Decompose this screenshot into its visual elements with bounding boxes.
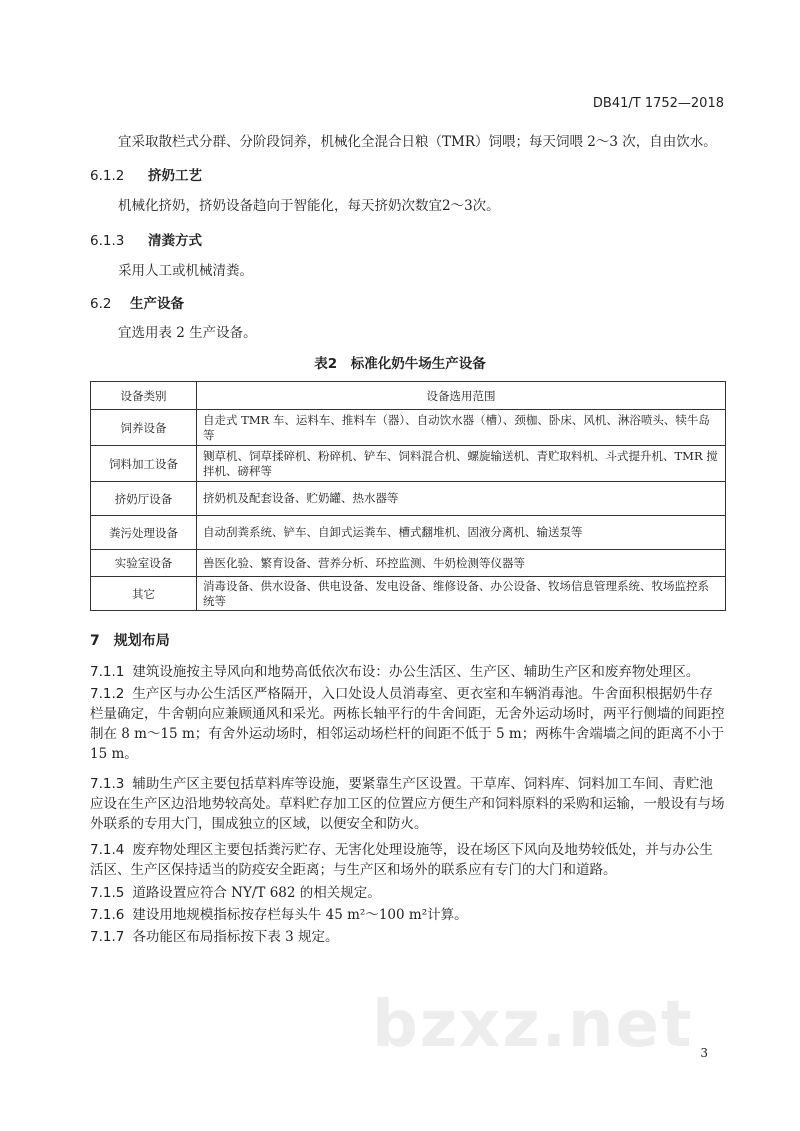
document-code: DB41/T 1752—2018 — [592, 96, 724, 111]
clause-7-1-1 — [90, 662, 726, 682]
table-row — [91, 446, 726, 482]
section-number: 6.2 — [90, 296, 112, 312]
clause-7-1-4 — [90, 840, 726, 880]
section-number: 6.1.3 — [90, 233, 125, 249]
watermark: bzxz.net — [372, 988, 694, 1062]
category-cell: 粪污处理设备 — [91, 516, 197, 550]
section-body: 机械化挤奶，挤奶设备趋向于智能化，每天挤奶次数宜2～3次。 — [118, 198, 500, 214]
equipment-cell: 铡草机、饲草揉碎机、粉碎机、铲车、饲料混合机、螺旋输送机、青贮取料机、斗式提升机、TMR 搅拌机、磅秤等 — [197, 446, 726, 482]
column-header-equipment: 设备选用范围 — [197, 382, 726, 410]
table-row — [91, 482, 726, 516]
clause-number: 7.1.7 — [90, 929, 125, 945]
category-cell: 饲养设备 — [91, 410, 197, 446]
clause-text: 生产区与办公生活区严格隔开，入口处设人员消毒室、更衣室和车辆消毒池。牛舍面积根据奶牛存栏量确定，牛舍朝向应兼顾通风和采光。两栋长轴平行的牛舍间距，无舍外运动场时，两平行侧墙的间距控制在 8 m～15 m；有舍外运动场时，相邻运动场栏杆的间距不低于 5 m；两栋牛舍端墙之间的距离不小于 15 m。 — [90, 686, 725, 762]
equipment-table — [90, 381, 726, 611]
section-7-heading: 7 规划布局 — [90, 633, 170, 649]
section-body: 采用人工或机械清粪。 — [118, 263, 253, 279]
equipment-cell: 自动刮粪系统、铲车、自卸式运粪车、槽式翻堆机、固液分离机、输送泵等 — [197, 516, 726, 550]
clause-text: 建筑设施按主导风向和地势高低依次布设：办公生活区、生产区、辅助生产区和废弃物处理区。 — [132, 664, 700, 680]
intro-paragraph: 宜采取散栏式分群、分阶段饲养，机械化全混合日粮（TMR）饲喂；每天饲喂 2～3 次，自由饮水。 — [118, 134, 717, 150]
table-row — [91, 516, 726, 550]
clause-text: 辅助生产区主要包括草料库等设施，要紧靠生产区设置。干草库、饲料库、饲料加工车间、青贮池应设在生产区边沿地势较高处。草料贮存加工区的位置应方便生产和饲料原料的采购和运输，一般设有与场外联系的专用大门，围成独立的区域，以便安全和防火。 — [90, 776, 725, 832]
equipment-cell: 自走式 TMR 车、运料车、推料车（器）、自动饮水器（槽）、颈枷、卧床、风机、淋浴喷头、犊牛岛等 — [197, 410, 726, 446]
clause-text: 道路设置应符合 NY/T 682 的相关规定。 — [132, 885, 381, 901]
clause-text: 废弃物处理区主要包括粪污贮存、无害化处理设施等，设在场区下风向及地势较低处，并与办公生活区、生产区保持适当的防疫安全距离；与生产区和场外的联系应有专门的大门和道路。 — [90, 842, 713, 878]
section-body: 宜选用表 2 生产设备。 — [118, 325, 257, 341]
category-cell: 其它 — [91, 577, 197, 611]
category-cell: 饲料加工设备 — [91, 446, 197, 482]
section-title: 挤奶工艺 — [148, 168, 202, 184]
table-caption: 表2 标准化奶牛场生产设备 — [314, 356, 486, 372]
clause-number: 7.1.1 — [90, 664, 125, 680]
column-header-category: 设备类别 — [91, 382, 197, 410]
section-heading-6-1-2 — [90, 164, 202, 184]
section-heading-6-1-3 — [90, 229, 202, 249]
category-cell: 挤奶厅设备 — [91, 482, 197, 516]
clause-number: 7.1.4 — [90, 842, 125, 858]
page-number: 3 — [700, 1046, 708, 1060]
section-number: 6.1.2 — [90, 168, 125, 184]
clause-number: 7.1.3 — [90, 776, 125, 792]
table-row — [91, 550, 726, 577]
equipment-cell: 挤奶机及配套设备、贮奶罐、热水器等 — [197, 482, 726, 516]
clause-7-1-5 — [90, 883, 726, 903]
clause-7-1-6 — [90, 905, 726, 925]
section-title: 生产设备 — [130, 296, 184, 312]
section-heading-6-2 — [90, 292, 184, 312]
equipment-cell: 消毒设备、供水设备、供电设备、发电设备、维修设备、办公设备、牧场信息管理系统、牧场监控系统等 — [197, 577, 726, 611]
table-row — [91, 410, 726, 446]
table-header-row — [91, 382, 726, 410]
clause-7-1-7 — [90, 927, 726, 947]
category-cell: 实验室设备 — [91, 550, 197, 577]
clause-number: 7.1.2 — [90, 686, 125, 702]
clause-number: 7.1.6 — [90, 907, 125, 923]
clause-7-1-2 — [90, 684, 726, 764]
table-row — [91, 577, 726, 611]
clause-7-1-3 — [90, 774, 726, 834]
clause-text: 各功能区布局指标按下表 3 规定。 — [132, 929, 339, 945]
equipment-cell: 兽医化验、繁育设备、营养分析、环控监测、牛奶检测等仪器等 — [197, 550, 726, 577]
clause-number: 7.1.5 — [90, 885, 125, 901]
section-title: 清粪方式 — [148, 233, 202, 249]
clause-text: 建设用地规模指标按存栏每头牛 45 m²～100 m²计算。 — [132, 907, 468, 923]
